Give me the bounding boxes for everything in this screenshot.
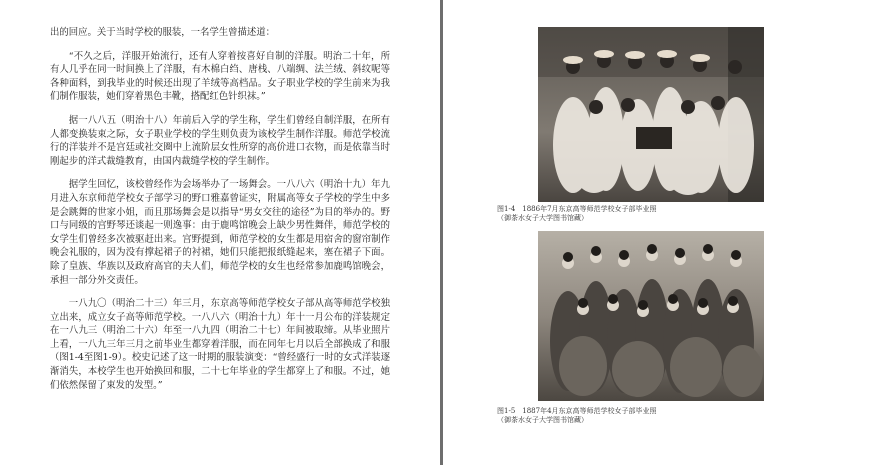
figure-1-5-caption [497,407,767,425]
figure-1-4-photo [538,27,764,202]
paragraph-1890: 一八九〇（明治二十三）年三月，东京高等师范学校女子部从高等师范学校独立出来，成立女子高等师范学校。一八八六（明治十九）年十一月公布的洋装规定在一八九三（明治二十六）年至一八九四（明治二十七）年间被取缔。从毕业照片上看，一八九三年三月之前毕业生都穿着洋服，而在同年七月以后全部换成了和服（图1-4至图1-9）。校史记述了这一时期的服装演变：“曾经盛行一时的女式洋装逐渐消失，本校学生也开始换回和服，二十七年毕业的学生都穿上了和服。不过，她们依然保留了束发的发型。” [50,298,390,391]
figure-1-5-caption-source: （御茶水女子大学图书馆藏） [497,416,588,424]
figure-1-5-photo [538,231,764,401]
paragraph-dance: 据学生回忆，该校曾经作为会场举办了一场舞会。一八八六（明治十九）年九月进入东京师范学校女子部学习的野口雅嘉曾证实，附属高等女子学校的学生中多是会跳舞的世家小姐，而且那场舞会是以指导“男女交往的途径”为目的举办的。野口与同级的宫野琴还谈起一则逸事：由于鹿鸣馆晚会上缺少男性舞伴，师范学校的女学生们曾经多次被驱赶出来。宫野提到，师范学校的女生都是用宿舍的窗帘制作晚会礼服的，因为没有撑起裙子的衬裙，她们只能把报纸缝起来，塞在裙子下面。除了皇族、华族以及政府高官的夫人们，师范学校的女生也经常参加鹿鸣馆晚会，承担一部分外交责任。 [50,179,390,286]
figure-1-4-caption-title: 图1-4 1886年7月东京高等师范学校女子部毕业照 [497,205,657,213]
figure-1-4-caption-source: （御茶水女子大学图书馆藏） [497,214,588,222]
paragraph-self-made: 据一八八五（明治十八）年前后入学的学生称，学生们曾经自制洋服，在所有人都变换装束之际，女子职业学校的学生则负责为该校学生制作洋服。师范学校流行的洋装并不是宫廷或社交圈中上流阶层女性所穿的高价进口衣物，而是依靠当时刚起步的洋式裁缝教育，由国内裁缝学校的学生制作。 [50,114,390,167]
left-page [0,0,440,465]
paragraph-intro: 出的回应。关于当时学校的服装，一名学生曾描述道： [50,27,276,38]
figure-1-4-caption [497,205,767,223]
right-page [443,0,884,465]
paragraph-quote: “不久之后，洋服开始流行，还有人穿着按喜好自制的洋服。明治二十年，所有人几乎在同一时间换上了洋服，有木棉白绉、唐栈、八端绸、法兰绒、斜纹呢等各种面料，到我毕业的时候还出现了羊绒等高档品。女子职业学校的学生前来为我们制作服装，她们穿着黑色丰靴，搭配红色针织袜。” [50,50,390,103]
figure-1-5-caption-title: 图1-5 1887年4月东京高等师范学校女子部毕业照 [497,407,657,415]
body-text [50,26,390,402]
